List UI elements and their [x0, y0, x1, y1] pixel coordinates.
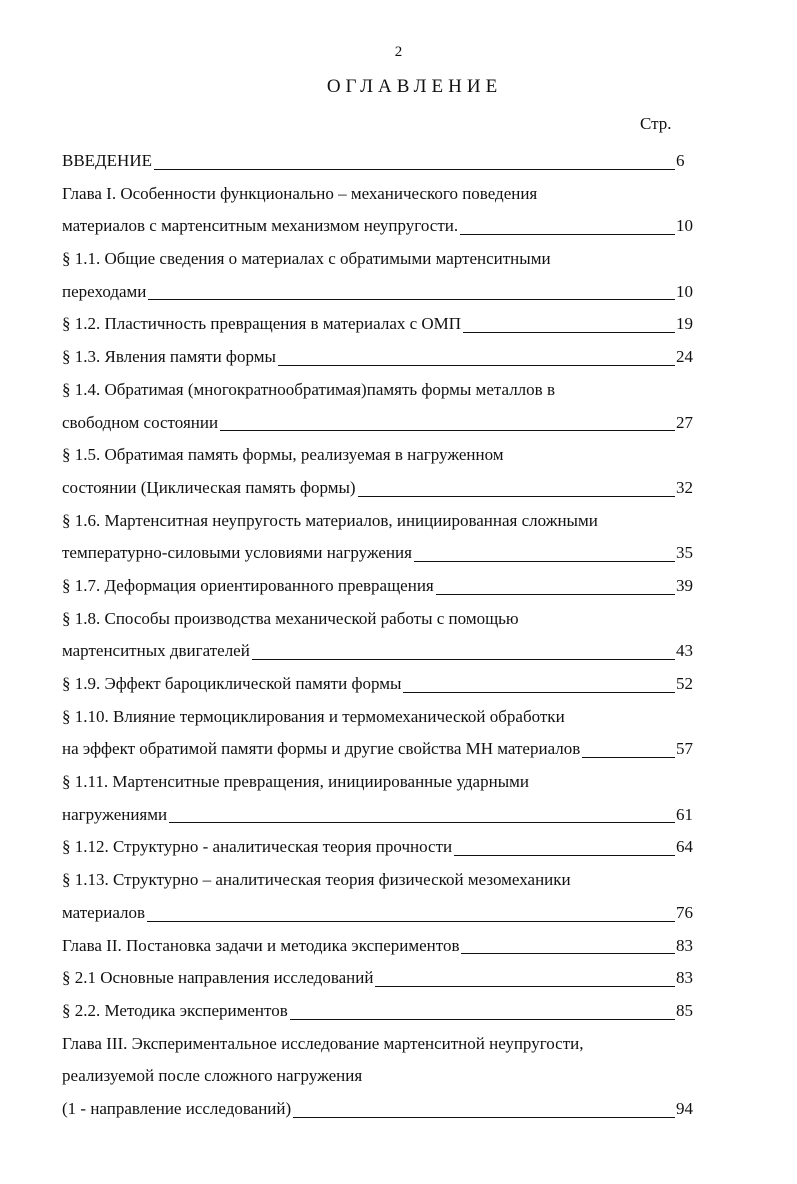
toc-entry-text: переходами	[62, 281, 147, 301]
toc-entry	[62, 243, 710, 308]
toc-entry-last-line	[62, 308, 710, 341]
toc-entry-last-line	[62, 570, 710, 603]
toc-entry-text: температурно-силовыми условиями нагружения	[62, 543, 412, 563]
leader-line	[460, 233, 675, 235]
toc-entry-line	[62, 178, 710, 211]
toc-page-number: 27	[676, 412, 693, 432]
toc-entry-text: § 1.9. Эффект бароциклической памяти формы	[62, 674, 402, 693]
toc-page-number: 24	[676, 347, 693, 367]
toc-entry-last-line	[62, 537, 710, 570]
leader-line	[147, 920, 675, 922]
toc-entry	[62, 341, 710, 374]
toc-entry	[62, 1028, 710, 1126]
toc-page-number: 83	[676, 968, 693, 988]
toc-entry-text: § 1.8. Способы производства механической работы с помощью	[62, 608, 519, 628]
toc-entry	[62, 603, 710, 668]
toc-entry-text: § 1.13. Структурно – аналитическая теория физической мезомеханики	[62, 870, 571, 890]
toc-page-number: 43	[676, 641, 693, 661]
toc-entry-last-line	[62, 733, 710, 766]
toc-entry-line	[62, 505, 710, 538]
leader-line	[293, 1116, 675, 1118]
toc-entry-text: материалов с мартенситным механизмом неупругости.	[62, 216, 459, 236]
toc-entry	[62, 930, 710, 963]
leader-line	[454, 854, 675, 856]
toc-entry-text: мартенситных двигателей	[62, 641, 250, 661]
toc-entry-text: (1 - направление исследований)	[62, 1098, 292, 1118]
leader-line	[278, 364, 675, 366]
toc-entry	[62, 766, 710, 831]
toc-page-number: 57	[676, 739, 693, 759]
toc-entry	[62, 439, 710, 504]
toc-page-number: 52	[676, 674, 693, 693]
leader-line	[436, 593, 675, 595]
toc-entry-text: нагружениями	[62, 804, 168, 824]
toc-entry-line	[62, 439, 710, 472]
toc-entry	[62, 668, 710, 701]
leader-line	[252, 658, 675, 660]
toc-entry-last-line	[62, 472, 710, 505]
toc-entry-text: свободном состоянии	[62, 412, 219, 432]
toc-page-number: 35	[676, 543, 693, 563]
toc-entry-last-line	[62, 897, 710, 930]
toc-entry	[62, 374, 710, 439]
toc-entry-text: § 1.6. Мартенситная неупругость материалов, инициированная сложными	[62, 510, 598, 530]
page-number: 2	[394, 44, 403, 60]
toc-entry	[62, 505, 710, 570]
toc-entry-text: § 2.1 Основные направления исследований	[62, 968, 374, 988]
toc-entry	[62, 178, 710, 243]
leader-line	[154, 168, 675, 170]
toc-page-number: 94	[676, 1098, 693, 1118]
table-of-contents	[62, 145, 710, 1126]
toc-page-number: 32	[676, 477, 693, 497]
toc-page-number: 76	[676, 902, 693, 922]
toc-entry-text: состоянии (Циклическая память формы)	[62, 477, 356, 497]
toc-page-number: 85	[676, 1000, 693, 1020]
toc-entry-text: § 1.12. Структурно - аналитическая теория прочности	[62, 837, 453, 857]
toc-entry-text: § 1.3. Явления памяти формы	[62, 347, 276, 367]
page-title: ОГЛАВЛЕНИЕ	[326, 76, 503, 97]
toc-entry-last-line	[62, 668, 710, 701]
toc-entry-text: § 1.10. Влияние термоциклирования и термомеханической обработки	[62, 706, 565, 726]
leader-line	[358, 495, 675, 497]
toc-entry	[62, 962, 710, 995]
leader-line	[582, 756, 675, 758]
toc-entry	[62, 570, 710, 603]
toc-entry-last-line	[62, 145, 710, 178]
toc-entry-last-line	[62, 962, 710, 995]
toc-entry-text: § 1.7. Деформация ориентированного превращения	[62, 575, 434, 595]
leader-line	[461, 952, 675, 954]
leader-line	[463, 331, 675, 333]
toc-entry-last-line	[62, 341, 710, 374]
toc-entry-text: материалов	[62, 902, 146, 922]
toc-entry-line	[62, 374, 710, 407]
toc-entry	[62, 995, 710, 1028]
page-column-label: Стр.	[640, 114, 672, 133]
toc-entry-last-line	[62, 1093, 710, 1126]
toc-page-number: 10	[676, 281, 693, 301]
leader-line	[375, 985, 675, 987]
toc-entry-last-line	[62, 799, 710, 832]
toc-entry-line	[62, 243, 710, 276]
leader-line	[414, 560, 675, 562]
leader-line	[148, 298, 675, 300]
toc-entry-text: § 1.5. Обратимая память формы, реализуемая в нагруженном	[62, 445, 504, 465]
toc-entry-last-line	[62, 276, 710, 309]
toc-entry-last-line	[62, 635, 710, 668]
toc-entry	[62, 864, 710, 929]
toc-entry-line	[62, 864, 710, 897]
toc-entry-last-line	[62, 995, 710, 1028]
toc-entry	[62, 308, 710, 341]
toc-page-number: 19	[676, 314, 693, 334]
toc-page-number: 61	[676, 804, 693, 824]
toc-entry	[62, 145, 710, 178]
toc-entry	[62, 701, 710, 766]
toc-entry-text: § 1.4. Обратимая (многократнообратимая)память формы металлов в	[62, 379, 555, 399]
toc-page-number: 64	[676, 837, 693, 857]
toc-entry-text: § 1.11. Мартенситные превращения, инициированные ударными	[62, 772, 529, 792]
toc-entry-text: на эффект обратимой памяти формы и другие свойства МН материалов	[62, 739, 581, 759]
toc-entry-text: Глава I. Особенности функционально – механического поведения	[62, 183, 538, 203]
toc-entry-text: § 1.2. Пластичность превращения в материалах с ОМП	[62, 314, 462, 334]
toc-entry-text: ВВЕДЕНИЕ	[62, 151, 152, 170]
toc-entry-text: § 1.1. Общие сведения о материалах с обратимыми мартенситными	[62, 249, 551, 269]
toc-entry-line	[62, 701, 710, 734]
leader-line	[169, 821, 675, 823]
toc-entry-line	[62, 1028, 710, 1061]
leader-line	[290, 1018, 675, 1020]
leader-line	[403, 691, 675, 693]
toc-entry-last-line	[62, 210, 710, 243]
toc-entry-text: Глава III. Экспериментальное исследование мартенситной неупругости,	[62, 1033, 584, 1053]
toc-entry-text: реализуемой после сложного нагружения	[62, 1066, 363, 1086]
toc-entry-last-line	[62, 407, 710, 440]
leader-line	[220, 429, 675, 431]
toc-entry	[62, 831, 710, 864]
toc-page-number: 39	[676, 575, 693, 595]
toc-entry-line	[62, 603, 710, 636]
toc-entry-text: Глава II. Постановка задачи и методика экспериментов	[62, 935, 460, 955]
toc-entry-last-line	[62, 831, 710, 864]
toc-page-number: 6	[676, 151, 685, 170]
toc-page-number: 10	[676, 216, 693, 236]
toc-entry-text: § 2.2. Методика экспериментов	[62, 1000, 288, 1020]
toc-page-number: 83	[676, 935, 693, 955]
toc-entry-line	[62, 1060, 710, 1093]
toc-entry-last-line	[62, 930, 710, 963]
toc-entry-line	[62, 766, 710, 799]
